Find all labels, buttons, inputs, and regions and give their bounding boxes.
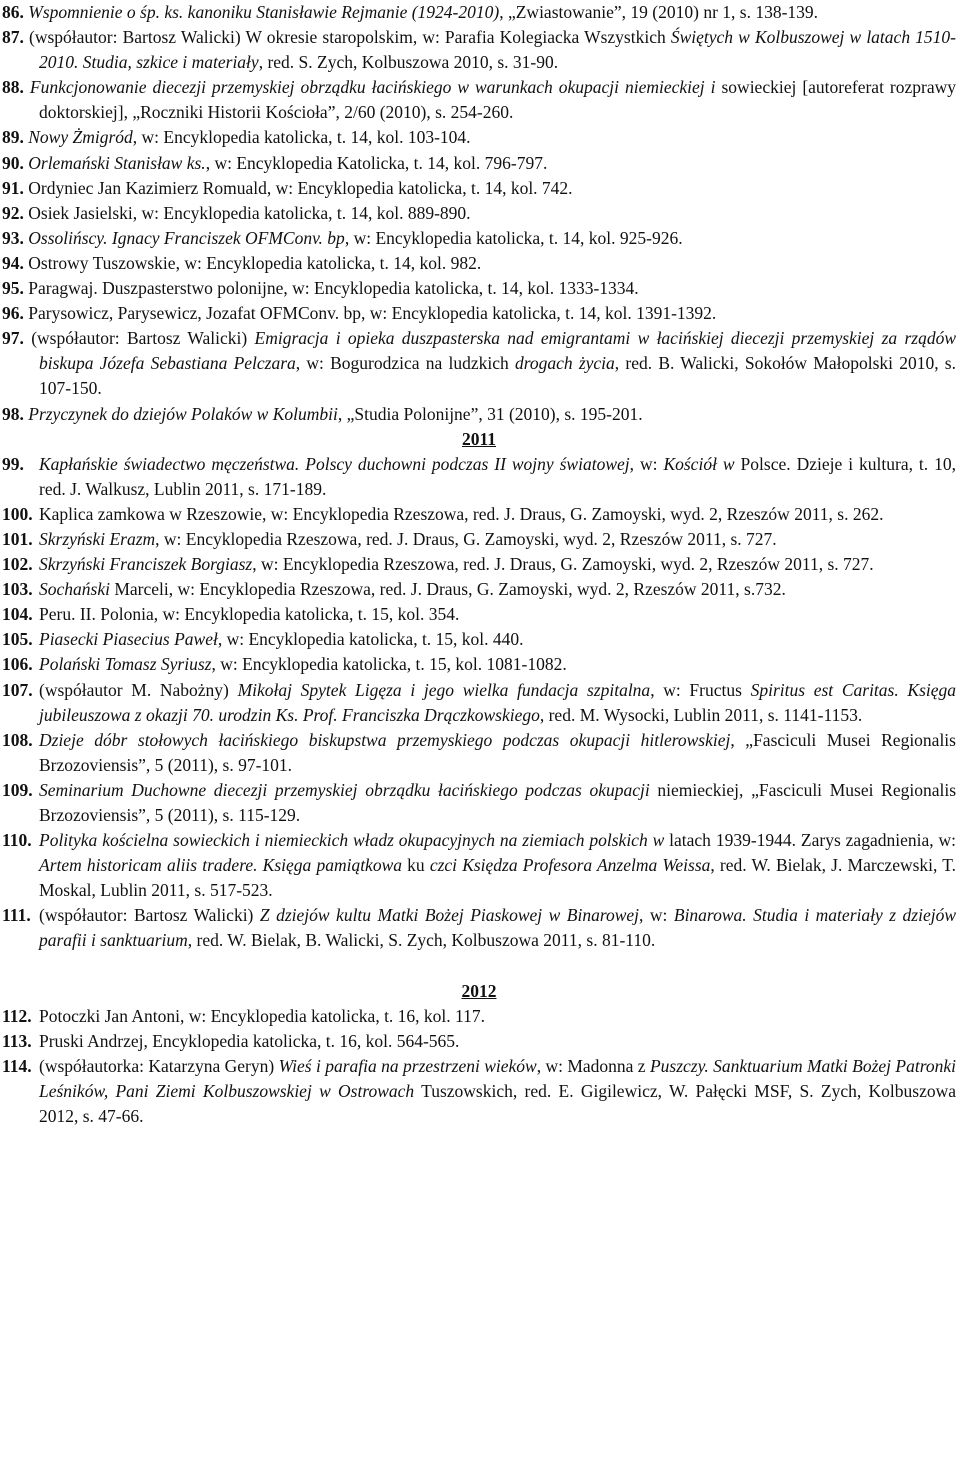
entry-title-italic: Z dziejów kultu Matki Bożej Piaskowej w Binarowej <box>259 905 640 926</box>
entry-number: 100. <box>2 503 33 524</box>
entry-number: 104. <box>2 604 33 625</box>
entry-text: , w: Fructus <box>650 679 751 700</box>
entry-title-italic: Mikołaj Spytek Ligęza i jego wielka fundacja szpitalna <box>237 679 651 700</box>
entry-title-italic: Wieś i parafia na przestrzeni wieków <box>278 1055 537 1076</box>
bibliography-entry <box>2 728 956 778</box>
entry-number: 112. <box>2 1005 32 1026</box>
bibliography-entry <box>2 652 956 677</box>
entry-title-italic: Sochański <box>39 579 110 600</box>
entry-text: sowieckiej [autoreferat rozprawy doktorskiej], „Roczniki Historii Kościoła”, 2/60 (2010), s. 254-260. <box>39 77 956 123</box>
entry-number: 114. <box>2 1055 32 1076</box>
entry-title-italic: Przyczynek do dziejów Polaków w Kolumbii <box>28 403 338 424</box>
entry-text: , w: Encyklopedia Katolicka, t. 14, kol. 796-797. <box>205 152 548 173</box>
entry-text: , „Fasciculi Musei Regionalis Brzozoviensis”, 5 (2011), s. 97-101. <box>39 729 956 775</box>
entry-text: Polsce. Dzieje i kultura, t. 10, red. J. Walkusz, Lublin 2011, s. 171-189. <box>39 453 957 499</box>
bibliography-list-2012 <box>2 1004 956 1129</box>
entry-number: 89. <box>2 127 24 148</box>
bibliography-entry <box>2 151 956 176</box>
entry-title-italic: czci Księdza Profesora Anzelma Weissa <box>429 855 711 876</box>
entry-title-italic: Kapłańskie świadectwo męczeństwa. Polscy duchowni podczas II wojny światowej <box>39 453 630 474</box>
entry-number: 102. <box>2 554 33 575</box>
entry-text: , w: Bogurodzica na ludzkich <box>295 353 515 374</box>
entry-text: (współautor M. Nabożny) <box>39 679 238 700</box>
entry-title-italic: Wspomnienie o śp. ks. kanoniku Stanisławie Rejmanie (1924-2010) <box>28 2 500 22</box>
bibliography-entry <box>2 577 956 602</box>
entry-text: , w: Encyklopedia katolicka, t. 14, kol. 103-104. <box>132 127 471 148</box>
entry-number: 91. <box>2 177 24 198</box>
entry-number: 108. <box>2 729 33 750</box>
entry-text: Osiek Jasielski, w: Encyklopedia katolicka, t. 14, kol. 889-890. <box>28 202 471 223</box>
entry-number: 106. <box>2 654 33 675</box>
entry-number: 97. <box>2 328 24 349</box>
entry-number: 103. <box>2 579 33 600</box>
bibliography-entry <box>2 678 956 728</box>
year-heading-2012: 2012 <box>461 980 497 1001</box>
entry-text: latach 1939-1944. Zarys zagadnienia, w: <box>664 830 956 851</box>
entry-text: , red. M. Wysocki, Lublin 2011, s. 1141-1153. <box>539 704 863 725</box>
bibliography-entry <box>2 0 956 25</box>
entry-number: 95. <box>2 278 24 299</box>
bibliography-entry <box>2 402 956 427</box>
entry-number: 98. <box>2 403 24 424</box>
bibliography-entry <box>2 326 956 401</box>
entry-title-italic: Dzieje dóbr stołowych łacińskiego biskupstwa przemyskiego podczas okupacji hitlerowskiej <box>39 729 731 750</box>
entry-text: Peru. II. Polonia, w: Encyklopedia katolicka, t. 15, kol. 354. <box>39 604 460 625</box>
entry-title-italic: Binarowa. Studia i materiały z dziejów parafii i sanktuarium <box>39 905 956 951</box>
entry-number: 92. <box>2 202 24 223</box>
bibliography-entry <box>2 527 956 552</box>
entry-text: , w: Madonna z <box>536 1055 650 1076</box>
entry-title-italic: Seminarium Duchowne diecezji przemyskiej obrządku łacińskiego podczas okupacji <box>39 779 650 800</box>
entry-text: , red. S. Zych, Kolbuszowa 2010, s. 31-90. <box>258 52 559 73</box>
entry-number: 96. <box>2 303 24 324</box>
entry-text: Paragwaj. Duszpasterstwo polonijne, w: Encyklopedia katolicka, t. 14, kol. 1333-1334. <box>28 278 639 299</box>
bibliography-list-2010 <box>2 0 956 427</box>
entry-title-italic: Świętych w Kolbuszowej w latach 1510-2010. Studia, szkice i materiały <box>39 27 957 73</box>
entry-text: , w: Encyklopedia katolicka, t. 15, kol. 1081-1082. <box>211 654 567 675</box>
entry-number: 87. <box>2 27 24 48</box>
entry-text: (współautor: Bartosz Walicki) W okresie staropolskim, w: Parafia Kolegiacka Wszystkich <box>29 27 671 48</box>
entry-title-italic: Spiritus est Caritas. Księga jubileuszowa z okazji 70. urodzin Ks. Prof. Franciszka Drączkowskiego <box>39 679 957 725</box>
entry-text: Ostrowy Tuszowskie, w: Encyklopedia katolicka, t. 14, kol. 982. <box>28 252 482 273</box>
bibliography-entry <box>2 176 956 201</box>
entry-number: 101. <box>2 528 33 549</box>
section-spacer <box>2 954 956 979</box>
entry-title-italic: Puszczy. Sanktuarium Matki Bożej Patronki Leśników, Pani Ziemi Kolbuszowskiej w Ostrowach <box>39 1055 957 1101</box>
bibliography-entry <box>2 903 956 953</box>
entry-text: , w: <box>639 905 674 926</box>
entry-number: 99. <box>2 453 24 474</box>
bibliography-entry <box>2 602 956 627</box>
entry-text: Potoczki Jan Antoni, w: Encyklopedia katolicka, t. 16, kol. 117. <box>39 1005 486 1026</box>
entry-text: Kaplica zamkowa w Rzeszowie, w: Encyklopedia Rzeszowa, red. J. Draus, G. Zamoyski, wyd. 2, Rzeszów 2011, s. 262. <box>39 503 884 524</box>
year-heading-2011: 2011 <box>461 428 497 449</box>
entry-text: , red. W. Bielak, J. Marczewski, T. Moskal, Lublin 2011, s. 517-523. <box>39 855 957 901</box>
entry-text: , w: Encyklopedia Rzeszowa, red. J. Draus, G. Zamoyski, wyd. 2, Rzeszów 2011, s. 727. <box>252 554 874 575</box>
entry-text: Tuszowskich, red. E. Gigilewicz, W. Pałęcki MSF, S. Zych, Kolbuszowa 2012, s. 47-66. <box>39 1080 956 1127</box>
entry-title-italic: Piasecki Piasecius Paweł <box>39 629 218 650</box>
bibliography-entry <box>2 226 956 251</box>
entry-number: 93. <box>2 227 24 248</box>
entry-number: 90. <box>2 152 24 173</box>
entry-number: 86. <box>2 2 24 22</box>
bibliography-entry <box>2 1054 956 1129</box>
entry-text: (współautorka: Katarzyna Geryn) <box>39 1055 279 1076</box>
bibliography-entry <box>2 778 956 828</box>
entry-title-italic: Ossolińscy. Ignacy Franciszek OFMConv. bp <box>28 227 345 248</box>
entry-title-italic: Kościół w <box>663 453 735 474</box>
entry-text: Ordyniec Jan Kazimierz Romuald, w: Encyklopedia katolicka, t. 14, kol. 742. <box>28 177 573 198</box>
entry-number: 110. <box>2 830 32 851</box>
entry-text: Parysowicz, Parysewicz, Jozafat OFMConv. bp, w: Encyklopedia katolicka, t. 14, kol. 1391-1392. <box>28 303 717 324</box>
entry-title-italic: Orlemański Stanisław ks. <box>28 152 206 173</box>
entry-text: , red. B. Walicki, Sokołów Małopolski 2010, s. 107-150. <box>39 353 956 399</box>
entry-title-italic: Polański Tomasz Syriusz <box>39 654 212 675</box>
bibliography-entry <box>2 1029 956 1054</box>
entry-text: , w: Encyklopedia Rzeszowa, red. J. Draus, G. Zamoyski, wyd. 2, Rzeszów 2011, s. 727. <box>155 528 777 549</box>
entry-title-italic: Polityka kościelna sowieckich i niemieckich władz okupacyjnych na ziemiach polskich w <box>39 830 665 851</box>
entry-text: , „Zwiastowanie”, 19 (2010) nr 1, s. 138-139. <box>499 2 819 22</box>
entry-number: 88. <box>2 77 24 98</box>
entry-text: ku <box>402 855 430 876</box>
bibliography-entry <box>2 627 956 652</box>
bibliography-entry <box>2 276 956 301</box>
entry-number: 111. <box>2 905 31 926</box>
entry-number: 113. <box>2 1030 32 1051</box>
entry-text: (współautor: Bartosz Walicki) <box>39 905 260 926</box>
entry-number: 109. <box>2 779 33 800</box>
entry-text: , w: Encyklopedia katolicka, t. 15, kol. 440. <box>217 629 524 650</box>
bibliography-entry <box>2 301 956 326</box>
entry-text: , red. W. Bielak, B. Walicki, S. Zych, Kolbuszowa 2011, s. 81-110. <box>187 930 656 951</box>
entry-text: (współautor: Bartosz Walicki) <box>31 328 255 349</box>
bibliography-entry <box>2 452 956 502</box>
entry-title-italic: drogach życia <box>514 353 615 374</box>
bibliography-entry <box>2 201 956 226</box>
bibliography-entry <box>2 125 956 150</box>
entry-text: , „Studia Polonijne”, 31 (2010), s. 195-201. <box>337 403 643 424</box>
entry-title-italic: Artem historicam aliis tradere. Księga pamiątkowa <box>39 855 402 876</box>
entry-title-italic: Funkcjonowanie diecezji przemyskiej obrządku łacińskiego w warunkach okupacji niemieckiej i <box>29 77 716 98</box>
bibliography-entry <box>2 25 956 75</box>
entry-title-italic: Nowy Żmigród <box>28 127 133 148</box>
bibliography-entry <box>2 251 956 276</box>
entry-number: 107. <box>2 679 33 700</box>
entry-text: , w: <box>629 453 664 474</box>
entry-number: 94. <box>2 252 24 273</box>
entry-number: 105. <box>2 629 33 650</box>
bibliography-entry <box>2 1004 956 1029</box>
entry-text: Marceli, w: Encyklopedia Rzeszowa, red. J. Draus, G. Zamoyski, wyd. 2, Rzeszów 2011, s.732. <box>109 579 786 600</box>
entry-text: niemieckiej, „Fasciculi Musei Regionalis Brzozoviensis”, 5 (2011), s. 115-129. <box>39 779 957 825</box>
bibliography-list-2011 <box>2 452 956 954</box>
bibliography-entry <box>2 502 956 527</box>
entry-text: Pruski Andrzej, Encyklopedia katolicka, t. 16, kol. 564-565. <box>39 1030 460 1051</box>
entry-text: , w: Encyklopedia katolicka, t. 14, kol. 925-926. <box>344 227 683 248</box>
entry-title-italic: Skrzyński Franciszek Borgiasz <box>39 554 253 575</box>
entry-title-italic: Skrzyński Erazm <box>39 528 156 549</box>
bibliography-entry <box>2 828 956 903</box>
entry-title-italic: Emigracja i opieka duszpasterska nad emigrantami w łacińskiej diecezji przemyskiej za rządów biskupa Józefa Sebastiana Pelczara <box>39 328 957 374</box>
bibliography-entry <box>2 75 956 125</box>
bibliography-entry <box>2 552 956 577</box>
